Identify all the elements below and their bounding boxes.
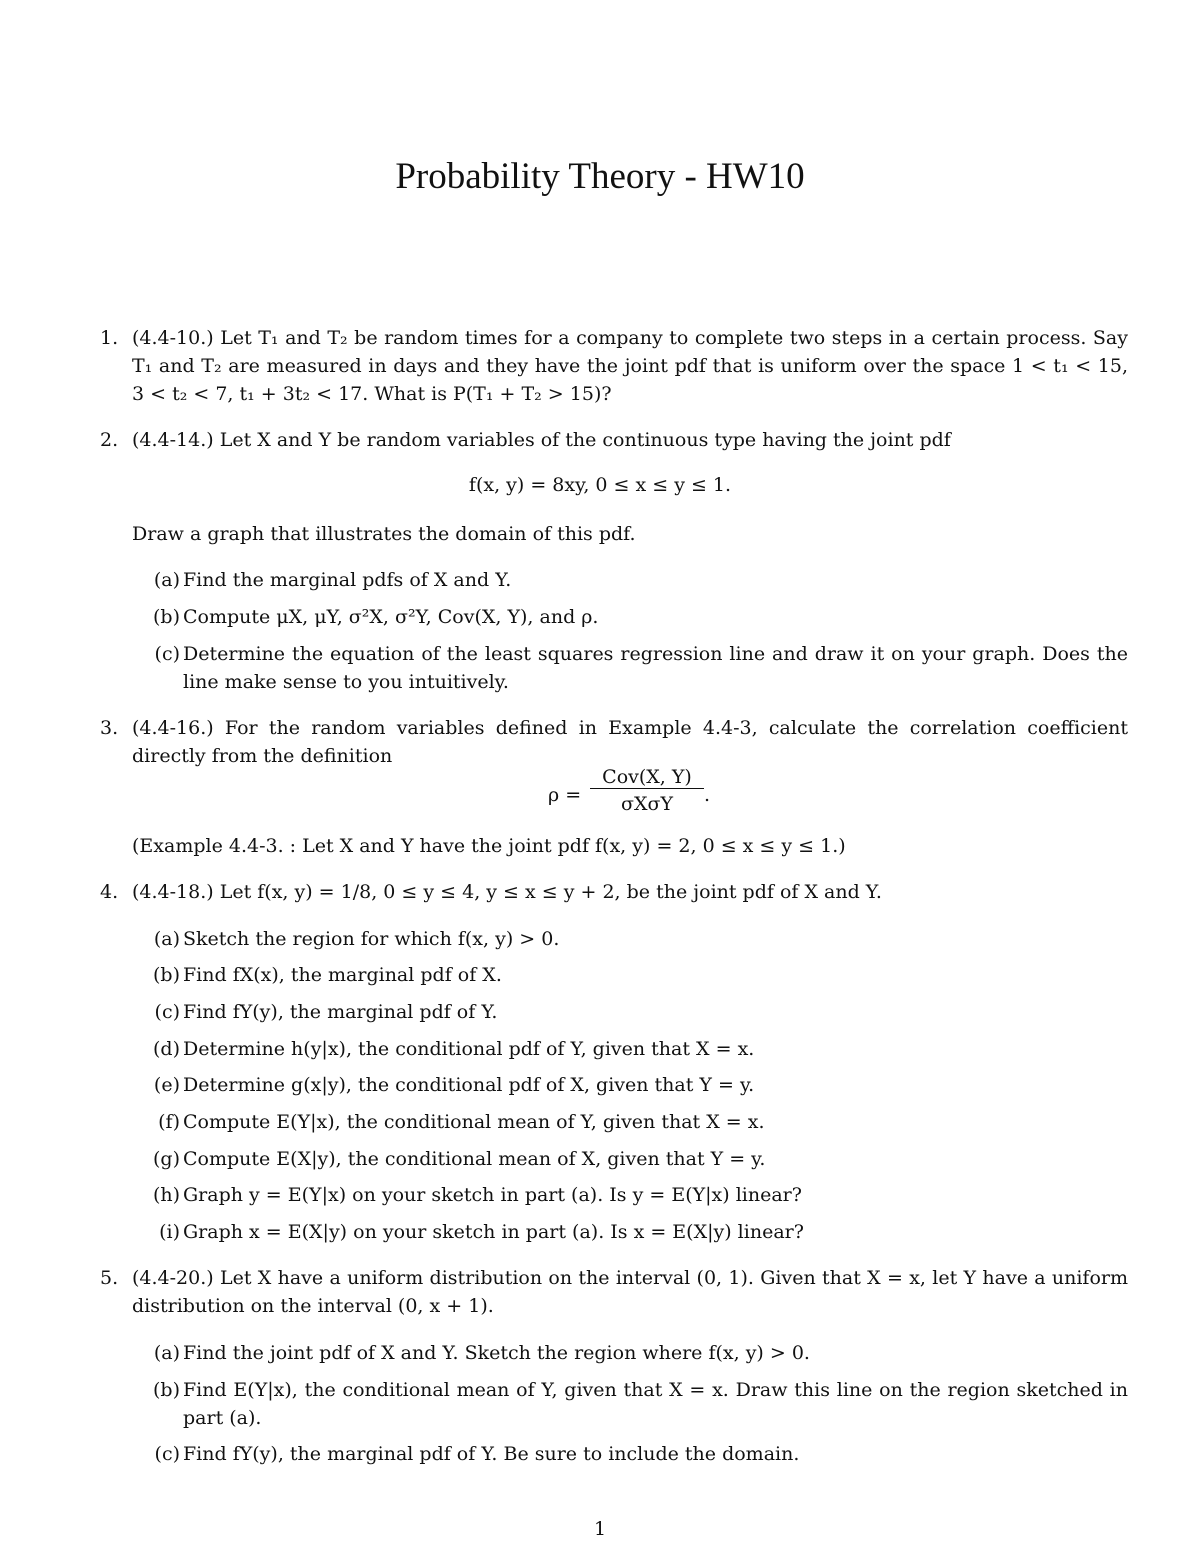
- problem-text: (4.4-10.) Let T₁ and T₂ be random times for a company to complete two steps in a certain process. Say T₁ and T₂ are measured in days and they have the joint pdf that is uniform over the space 1 < t₁ < 15, 3 < t₂ < 7, t₁ + 3t₂ < 17. What is P(T₁ + T₂ > 15)?: [132, 327, 1128, 405]
- part-label: (a): [153, 569, 180, 591]
- part-label: (b): [153, 606, 180, 628]
- problem-number: 5.: [100, 1267, 119, 1289]
- problem-text: (4.4-14.) Let X and Y be random variables of the continuous type having the joint pdf: [132, 429, 951, 451]
- part-text: Find fY(y), the marginal pdf of Y. Be sure to include the domain.: [183, 1443, 800, 1465]
- part-text: Find fY(y), the marginal pdf of Y.: [183, 1001, 498, 1023]
- problem-number: 4.: [100, 881, 119, 903]
- part-text: Compute E(Y|x), the conditional mean of Y, given that X = x.: [183, 1111, 765, 1133]
- part-label: (c): [154, 1443, 180, 1465]
- problem-text: (4.4-20.) Let X have a uniform distribution on the interval (0, 1). Given that X = x, let Y have a uniform distribution on the interval (0, x + 1).: [132, 1267, 1128, 1317]
- part-label: (c): [154, 643, 180, 665]
- formula-lhs: ρ =: [548, 784, 582, 806]
- part-text: Compute μX, μY, σ²X, σ²Y, Cov(X, Y), and ρ.: [183, 606, 599, 628]
- fraction-denominator: σXσY: [590, 788, 704, 815]
- part-text: Compute E(X|y), the conditional mean of X, given that Y = y.: [183, 1148, 766, 1170]
- display-equation: f(x, y) = 8xy, 0 ≤ x ≤ y ≤ 1.: [468, 474, 732, 496]
- part-label: (e): [153, 1074, 180, 1096]
- problem-number: 3.: [100, 717, 119, 739]
- part-label: (a): [153, 1342, 180, 1364]
- problem-number: 2.: [100, 429, 119, 451]
- fraction-numerator: Cov(X, Y): [602, 766, 692, 788]
- page-number: 1: [593, 1518, 607, 1540]
- part-label: (g): [153, 1148, 180, 1170]
- part-label: (d): [153, 1038, 180, 1060]
- part-label: (h): [152, 1184, 180, 1206]
- part-text: Sketch the region for which f(x, y) > 0.: [183, 928, 560, 950]
- page-title: Probability Theory - HW10: [395, 156, 805, 197]
- part-text: Find the marginal pdfs of X and Y.: [183, 569, 512, 591]
- fraction: [590, 766, 704, 815]
- part-text: Find E(Y|x), the conditional mean of Y, given that X = x. Draw this line on the region sketched in part (a).: [183, 1379, 1128, 1429]
- part-text: Graph x = E(X|y) on your sketch in part (a). Is x = E(X|y) linear?: [183, 1221, 804, 1243]
- part-label: (c): [154, 1001, 180, 1023]
- part-text: Find fX(x), the marginal pdf of X.: [183, 964, 502, 986]
- part-text: Find the joint pdf of X and Y. Sketch the region where f(x, y) > 0.: [183, 1342, 810, 1364]
- part-text: Determine the equation of the least squares regression line and draw it on your graph. Does the line make sense to you intuitively.: [183, 643, 1128, 693]
- part-label: (a): [153, 928, 180, 950]
- problem-instruction: Draw a graph that illustrates the domain of this pdf.: [132, 523, 636, 545]
- formula-tail: .: [704, 784, 711, 806]
- part-text: Determine h(y|x), the conditional pdf of Y, given that X = x.: [183, 1038, 755, 1060]
- example-text: (Example 4.4-3. : Let X and Y have the joint pdf f(x, y) = 2, 0 ≤ x ≤ y ≤ 1.): [132, 835, 846, 857]
- part-text: Graph y = E(Y|x) on your sketch in part (a). Is y = E(Y|x) linear?: [183, 1184, 802, 1206]
- part-label: (f): [158, 1111, 180, 1133]
- problem-text: (4.4-18.) Let f(x, y) = 1/8, 0 ≤ y ≤ 4, y ≤ x ≤ y + 2, be the joint pdf of X and Y.: [132, 881, 882, 903]
- part-label: (b): [153, 964, 180, 986]
- part-label: (b): [153, 1379, 180, 1401]
- problem-text: (4.4-16.) For the random variables defined in Example 4.4-3, calculate the correlation coefficient directly from the definition: [132, 717, 1128, 767]
- part-text: Determine g(x|y), the conditional pdf of X, given that Y = y.: [183, 1074, 755, 1096]
- part-label: (i): [159, 1221, 180, 1243]
- problem-number: 1.: [100, 327, 119, 349]
